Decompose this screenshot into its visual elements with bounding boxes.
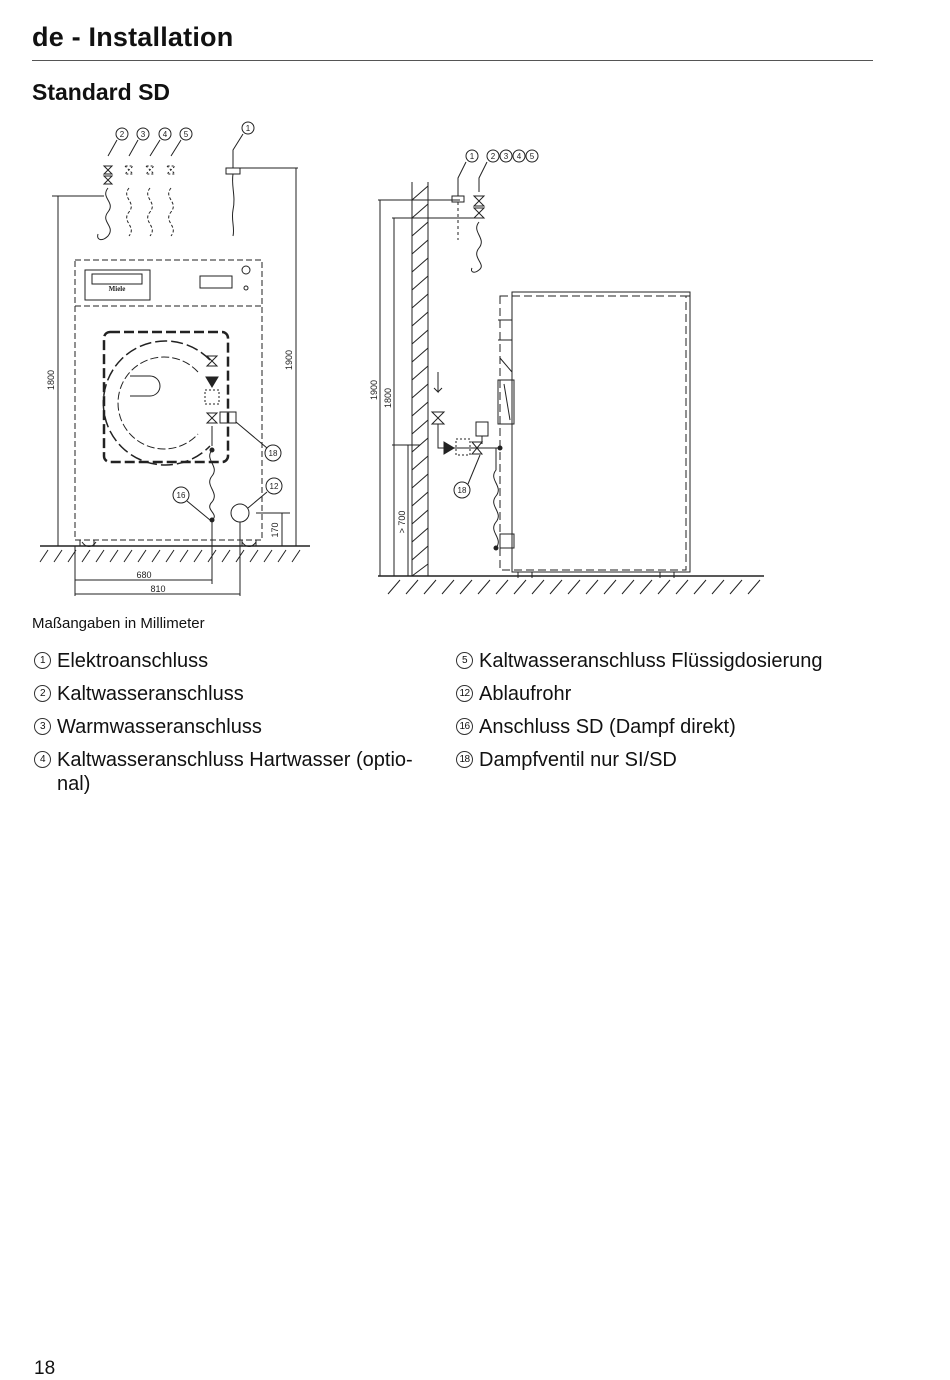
legend-number: 16 <box>456 718 473 735</box>
legend-number: 18 <box>456 751 473 768</box>
legend-item <box>34 715 434 739</box>
callout-18-front-label: 18 <box>268 449 278 458</box>
legend-number: 5 <box>456 652 473 669</box>
page-number: 18 <box>34 1358 56 1379</box>
side-view <box>378 150 764 594</box>
legend-number: 3 <box>34 718 51 735</box>
legend-text: Dampfventil nur SI/SD <box>479 749 677 771</box>
technical-drawing-svg <box>0 110 950 610</box>
legend-number: 2 <box>34 685 51 702</box>
dim-front-1800: 1800 <box>46 369 56 391</box>
legend-text: Ablaufrohr <box>479 683 572 705</box>
legend-number: 12 <box>456 685 473 702</box>
dim-front-810: 810 <box>150 584 166 594</box>
callout-3-label: 3 <box>140 130 146 139</box>
legend-item <box>456 649 876 673</box>
legend-text: Elektroanschluss <box>57 650 209 672</box>
page-title: de - Installation <box>32 22 234 52</box>
callout-16-front-label: 16 <box>176 491 186 500</box>
callout-5-label: 5 <box>183 130 189 139</box>
legend-text: Kaltwasseranschluss Hartwasser (optio-nal) <box>57 749 413 795</box>
dim-side-700: > 700 <box>397 510 407 534</box>
legend-text: Warmwasseranschluss <box>57 716 262 738</box>
legend-text: Kaltwasseranschluss <box>57 683 244 705</box>
legend-item <box>34 682 434 706</box>
units-note: Maßangaben in Millimeter <box>32 615 205 632</box>
dim-front-1900: 1900 <box>284 349 294 371</box>
legend-item <box>456 748 876 772</box>
dim-side-1800: 1800 <box>383 387 393 409</box>
callout-18-side-label: 18 <box>457 486 467 495</box>
callout-3-side-label: 3 <box>503 152 509 161</box>
legend-text: Anschluss SD (Dampf direkt) <box>479 716 736 738</box>
dim-front-170: 170 <box>270 522 280 538</box>
callout-1-side-label: 1 <box>469 152 475 161</box>
legend-item <box>456 682 876 706</box>
legend-column-left <box>34 649 434 805</box>
dim-front-680: 680 <box>136 570 152 580</box>
callout-2-side-label: 2 <box>490 152 496 161</box>
callout-5-side-label: 5 <box>529 152 535 161</box>
callout-4-side-label: 4 <box>516 152 522 161</box>
brand-logo: Miele <box>108 285 126 293</box>
callout-4-label: 4 <box>162 130 168 139</box>
installation-drawing <box>0 110 950 610</box>
legend-item <box>34 649 434 673</box>
callout-1-front-label: 1 <box>245 124 251 133</box>
section-title: Standard SD <box>32 79 171 105</box>
dim-side-1900: 1900 <box>369 379 379 401</box>
legend-number: 4 <box>34 751 51 768</box>
legend-column-right <box>456 649 876 781</box>
callout-12-label: 12 <box>269 482 279 491</box>
callout-2-label: 2 <box>119 130 125 139</box>
page-header <box>32 22 873 61</box>
legend-item <box>34 748 434 796</box>
legend-text: Kaltwasseranschluss Flüssigdosierung <box>479 650 823 672</box>
legend-number: 1 <box>34 652 51 669</box>
legend-item <box>456 715 876 739</box>
